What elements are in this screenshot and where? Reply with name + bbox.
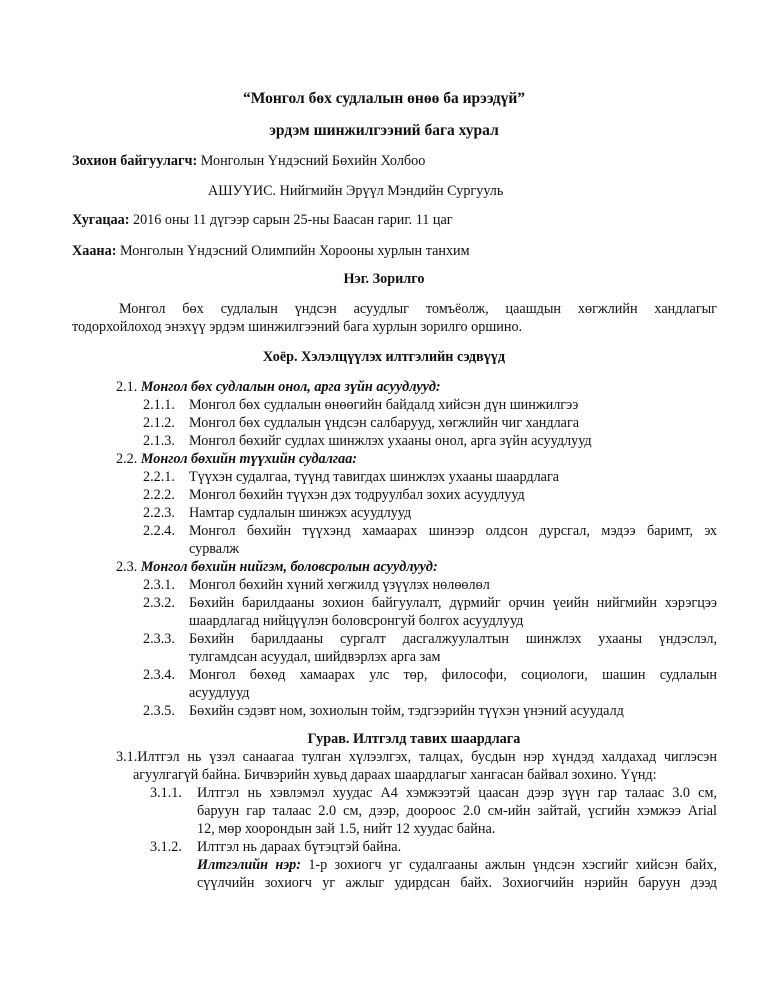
item-text-cont: сүүлчийн зохиогч уг ажлыг удирдсан байх. Зохиогчийн нэрийн баруун дээд (197, 875, 717, 891)
item-text: Бөхийн барилдааны сургалт дасгалжуулалтын шинжлэх ухааны үндэслэл, (189, 631, 717, 647)
item-text: Монгол бөхөд хамаарах улс төр, философи, социологи, шашин судлалын (189, 667, 717, 683)
item-text: Бөхийн сэдэвт ном, зохиолын тойм, тэдгээрийн түүхэн үнэний асуудалд (189, 703, 624, 719)
doc-title-line2: эрдэм шинжилгээний бага хурал (269, 122, 499, 139)
item-num: 2.2.1. (143, 469, 175, 485)
item-num: 2.2.2. (143, 487, 175, 503)
item-num: 2.2.4. (143, 523, 175, 539)
item-text: Түүхэн судалгаа, түүнд тавигдах шинжлэх ухааны шаардлага (189, 469, 560, 485)
place-line (72, 242, 470, 260)
item-text-cont: 12, мөр хоорондын зай 1.5, нийт 12 хуудас байна. (197, 821, 496, 837)
title-label: Илтгэлийн нэр: (197, 857, 301, 873)
item-text-cont: асуудлууд (189, 685, 250, 701)
item-text-cont: сурвалж (189, 541, 240, 557)
section1-heading: Нэг. Зорилго (343, 271, 425, 287)
date-value: 2016 оны 11 дүгээр сарын 25-ны Баасан гариг. 11 цаг (129, 212, 453, 228)
date-label: Хугацаа: (72, 212, 130, 228)
section3-para-line1: 3.1.Илтгэл нь үзэл санаагаа тулган хүлээлгэх, талцах, бусдын нэр хүндэд халдахад чиглэсэн (116, 749, 717, 765)
group-2-1 (116, 378, 441, 396)
group-title: Монгол бөхийн нийгэм, боловсролын асуудлууд: (140, 559, 438, 575)
item-text: Монгол бөхийн түүхэнд хамаарах шинээр олдсон дурсгал, мэдээ баримт, эх (189, 523, 717, 539)
item-text: Монгол бөх судлалын өнөөгийн байдалд хийсэн дүн шинжилгээ (189, 397, 579, 413)
item-num: 3.1.2. (150, 839, 182, 855)
item-text: Монгол бөх судлалын үндсэн салбарууд, хөгжлийн чиг хандлага (189, 415, 580, 431)
section1-para-line2: тодорхойлоход энэхүү эрдэм шинжилгээний бага хурлын зорилго оршино. (72, 319, 523, 335)
section3-heading: Гурав. Илтгэлд тавих шаардлага (307, 731, 521, 747)
organizer-value: Монголын Үндэсний Бөхийн Холбоо (197, 153, 426, 169)
section2-heading: Хоёр. Хэлэлцүүлэх илтгэлийн сэдвүүд (262, 349, 506, 365)
item-num: 2.3.2. (143, 595, 175, 611)
item-text: Бөхийн барилдааны зохион байгуулалт, дүрмийг орчин үеийн нийгмийн хэрэгцээ (189, 595, 717, 611)
date-line (72, 211, 453, 229)
item-text-cont: шаардлагад нийцүүлэн боловсронгуй болгох асуудлууд (189, 613, 524, 629)
item-num: 2.3.4. (143, 667, 175, 683)
group-title: Монгол бөх судлалын онол, арга зүйн асуудлууд: (140, 379, 441, 395)
item-text: Намтар судлалын шинжэх асуудлууд (189, 505, 412, 521)
item-num: 3.1.1. (150, 785, 182, 801)
item-text: Монгол бөхийн түүхэн дэх тодруулбал зохих асуудлууд (189, 487, 525, 503)
place-label: Хаана: (72, 243, 117, 259)
organizer-line (72, 152, 425, 170)
organizer-label: Зохион байгуулагч: (72, 153, 198, 169)
section1-para-line1: Монгол бөх судлалын үндсэн асуудлыг томъёолж, цаашдын хөгжлийн хандлагыг (119, 301, 717, 317)
group-num: 2.3. (116, 559, 138, 575)
item-num: 2.3.5. (143, 703, 175, 719)
section3-para-line2: агуулгагүй байна. Бичвэрийн хувьд дараах шаардлагыг хангасан байвал зохино. Үүнд: (133, 767, 657, 783)
item-text-cont: тулгамдсан асуудал, шийдвэрлэх арга зам (189, 649, 441, 665)
item-num: 2.2.3. (143, 505, 175, 521)
group-2-2 (116, 450, 357, 468)
item-num: 2.3.3. (143, 631, 175, 647)
group-num: 2.2. (116, 451, 138, 467)
title-text: 1-р зохиогч уг судалгааны ажлын үндсэн хэсгийг хийсэн байх, (300, 857, 717, 873)
group-2-3 (116, 558, 438, 576)
doc-title-line1: “Монгол бөх судлалын өнөө ба ирээдүй” (242, 90, 526, 107)
group-num: 2.1. (116, 379, 138, 395)
item-text-cont: баруун гар талаас 2.0 см, дээр, доороос 2.0 см-ийн зайтай, үсгийн хэмжээ Arial (197, 803, 717, 819)
item-num: 2.1.3. (143, 433, 175, 449)
item-text: Монгол бөхийн хүний хөгжилд үзүүлэх нөлөөлөл (189, 577, 490, 593)
place-value: Монголын Үндэсний Олимпийн Хорооны хурлын танхим (116, 243, 470, 259)
item-text-cont (197, 856, 717, 874)
item-text: Илтгэл нь хэвлэмэл хуудас А4 хэмжээтэй цаасан дээр зүүн гар талаас 3.0 см, (197, 785, 717, 801)
item-num: 2.3.1. (143, 577, 175, 593)
item-num: 2.1.2. (143, 415, 175, 431)
item-num: 2.1.1. (143, 397, 175, 413)
item-text: Монгол бөхийг судлах шинжлэх ухааны онол, арга зүйн асуудлууд (189, 433, 592, 449)
item-text: Илтгэл нь дараах бүтэцтэй байна. (197, 839, 402, 855)
organizer-value-2: АШУҮИС. Нийгмийн Эрүүл Мэндийн Сургууль (208, 183, 504, 199)
group-title: Монгол бөхийн түүхийн судалгаа: (140, 451, 358, 467)
